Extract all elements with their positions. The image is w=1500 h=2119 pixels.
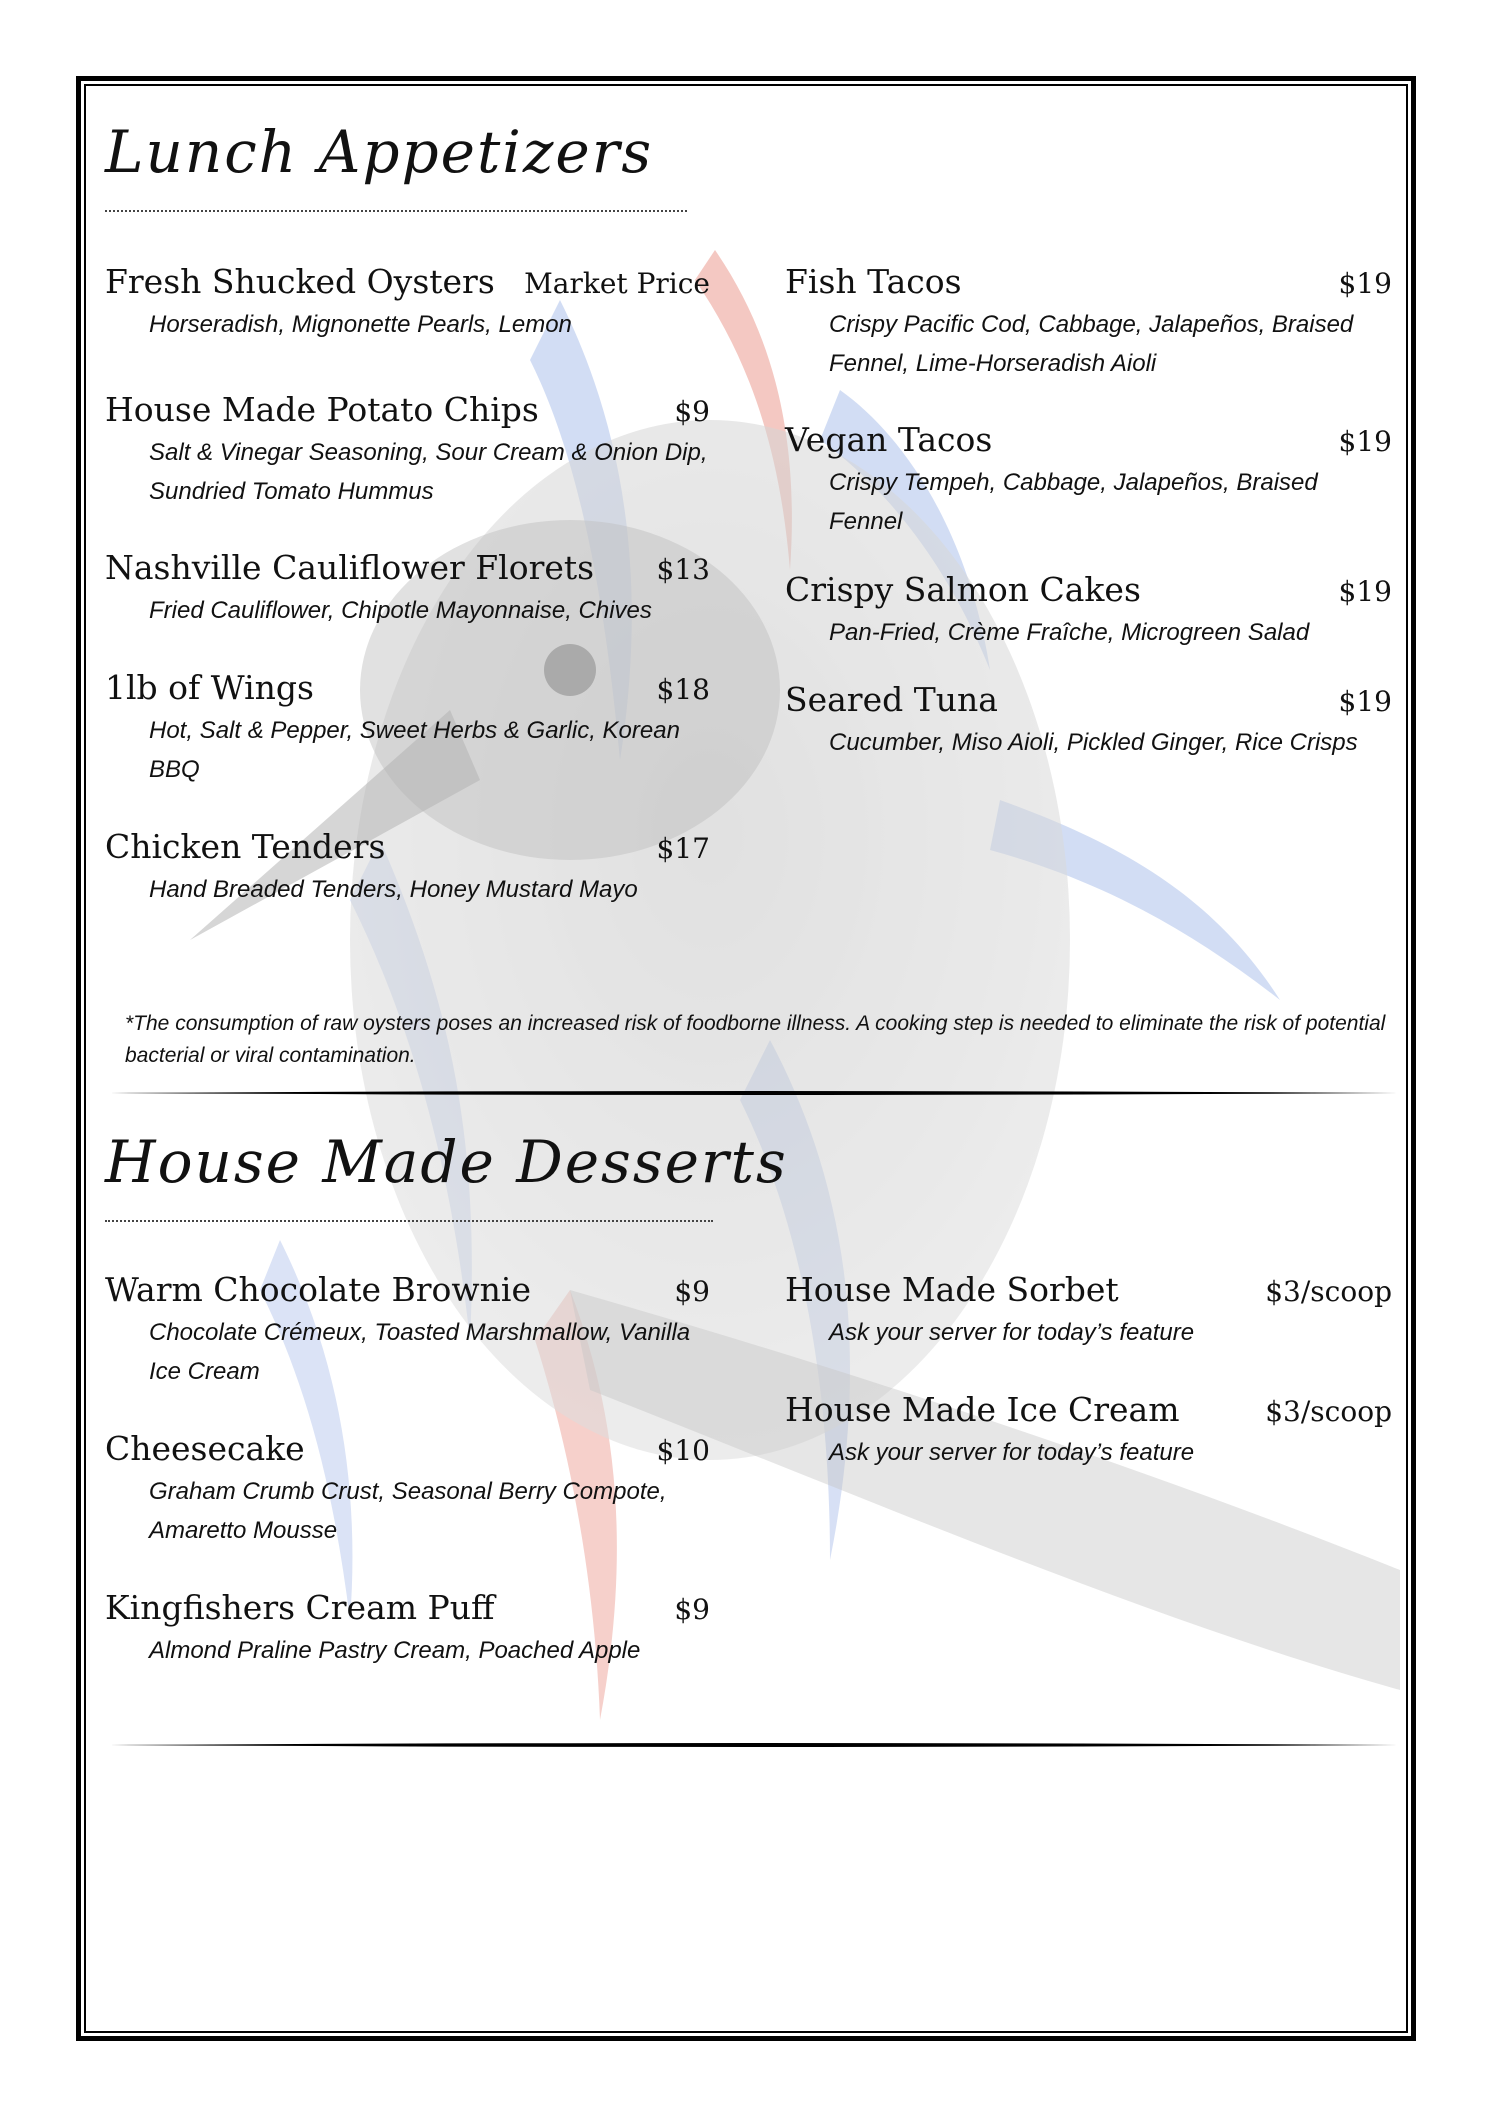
item-price: $9 [674,395,710,428]
item-price: $10 [656,1434,710,1467]
item-price: $19 [1338,425,1392,458]
item-description: Fried Cauliflower, Chipotle Mayonnaise, Chives [149,597,652,624]
item-name: 1lb of Wings [105,668,314,707]
item-price: $17 [656,832,710,865]
desserts-title-underline [105,1220,713,1222]
menu-item [785,1270,1392,1352]
item-price: $3/scoop [1265,1395,1392,1428]
item-description: Salt & Vinegar Seasoning, Sour Cream & Onion Dip, Sundried Tomato Hummus [149,439,708,505]
item-name: Cheesecake [105,1429,305,1468]
item-price: $9 [674,1593,710,1626]
item-name: Fresh Shucked Oysters [105,262,495,301]
item-price: $18 [656,673,710,706]
menu-item [105,1429,710,1550]
menu-item [105,668,710,789]
item-description: Pan-Fried, Crème Fraîche, Microgreen Salad [829,619,1310,646]
menu-item [105,1588,710,1670]
menu-item [785,680,1392,762]
item-name: House Made Sorbet [785,1270,1119,1309]
menu-item [785,1390,1392,1472]
item-description: Chocolate Crémeux, Toasted Marshmallow, Vanilla Ice Cream [149,1319,691,1385]
item-name: Warm Chocolate Brownie [105,1270,531,1309]
appetizers-title: Lunch Appetizers [105,118,654,186]
appetizers-title-underline [105,210,687,212]
item-description: Ask your server for today’s feature [829,1319,1195,1346]
item-name: Crispy Salmon Cakes [785,570,1141,609]
item-name: Seared Tuna [785,680,998,719]
item-price: $3/scoop [1265,1275,1392,1308]
item-description: Ask your server for today’s feature [829,1439,1195,1466]
item-name: Fish Tacos [785,262,962,301]
menu-item [105,1270,710,1391]
menu-item [785,420,1392,541]
menu-item [105,390,710,511]
item-description: Cucumber, Miso Aioli, Pickled Ginger, Rice Crisps [829,729,1358,756]
item-name: Vegan Tacos [785,420,993,459]
item-price: $9 [674,1275,710,1308]
item-description: Crispy Pacific Cod, Cabbage, Jalapeños, Braised Fennel, Lime-Horseradish Aioli [829,311,1354,377]
raw-oyster-notice: *The consumption of raw oysters poses an increased risk of foodborne illness. A cooking step is needed to eliminate the risk of potential bacterial or viral contamination. [125,1012,1386,1067]
item-name: Kingfishers Cream Puff [105,1588,495,1627]
menu-item [105,548,710,630]
section-divider [110,1090,1400,1096]
item-price: $19 [1338,685,1392,718]
item-price: $19 [1338,267,1392,300]
menu-item [785,262,1392,383]
item-description: Hot, Salt & Pepper, Sweet Herbs & Garlic, Korean BBQ [149,717,680,783]
menu-item [785,570,1392,652]
item-price: $19 [1338,575,1392,608]
item-price: Market Price [524,267,710,300]
item-name: House Made Ice Cream [785,1390,1180,1429]
item-description: Hand Breaded Tenders, Honey Mustard Mayo [149,876,638,903]
item-description: Almond Praline Pastry Cream, Poached Apple [149,1637,641,1664]
desserts-title: House Made Desserts [105,1128,788,1196]
menu-item [105,827,710,909]
item-description: Crispy Tempeh, Cabbage, Jalapeños, Braised Fennel [829,469,1318,535]
section-divider [110,1742,1400,1748]
menu-item [105,262,710,344]
item-description: Graham Crumb Crust, Seasonal Berry Compote, Amaretto Mousse [149,1478,667,1544]
item-name: House Made Potato Chips [105,390,539,429]
item-name: Nashville Cauliflower Florets [105,548,595,587]
item-price: $13 [656,553,710,586]
item-name: Chicken Tenders [105,827,386,866]
item-description: Horseradish, Mignonette Pearls, Lemon [149,311,572,338]
